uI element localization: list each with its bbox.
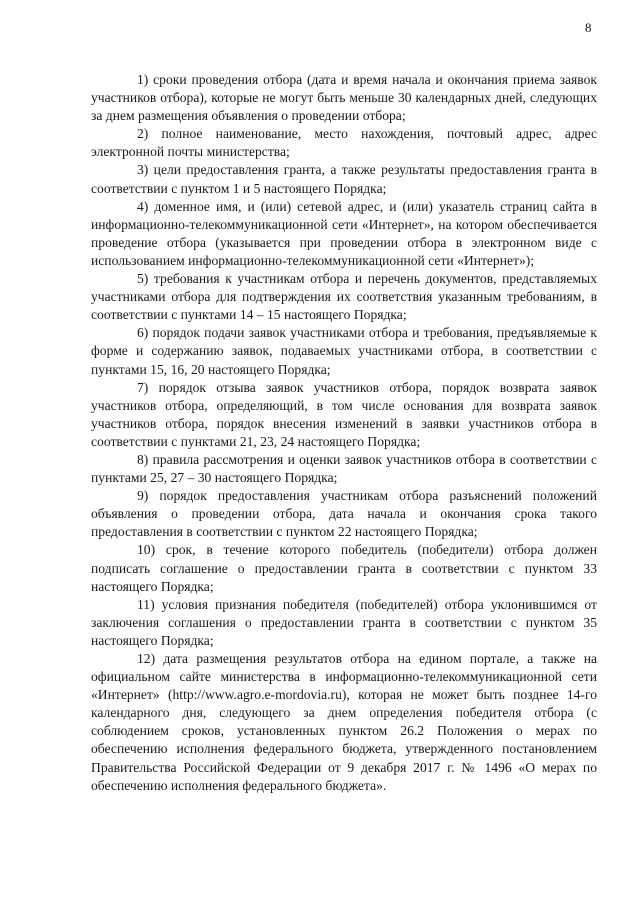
list-item: 11) условия признания победителя (победителей) отбора уклонившимся от заключения соглашения о предоставлении гранта в соответствии с пунктом 35 настоящего Порядка; [91,596,597,648]
list-item: 10) срок, в течение которого победитель (победители) отбора должен подписать соглашение о предоставлении гранта в соответствии с пунктом 33 настоящего Порядка; [91,542,597,594]
list-item: 4) доменное имя, и (или) сетевой адрес, и (или) указатель страниц сайта в информационно-телекоммуникационной сети «Интернет», на котором обеспечивается проведение отбора (указывается при проведении отбора в электронном виде с использованием информационно-телекоммуникационной сети «Интернет»); [91,198,597,268]
page-number: 8 [585,20,592,35]
list-item: 2) полное наименование, место нахождения, почтовый адрес, адрес электронной почты министерства; [91,126,597,160]
list-item: 3) цели предоставления гранта, а также результаты предоставления гранта в соответствии с пунктом 1 и 5 настоящего Порядка; [91,162,597,196]
list-item: 7) порядок отзыва заявок участников отбора, порядок возврата заявок участников отбора, определяющий, в том числе основания для возврата заявок участников отбора, порядок внесения изменений в заявки участников отбора в соответствии с пунктами 21, 23, 24 настоящего Порядка; [91,379,597,449]
list-item: 1) сроки проведения отбора (дата и время начала и окончания приема заявок участников отбора), которые не могут быть меньше 30 календарных дней, следующих за днем размещения объявления о проведении отбора; [91,72,597,124]
list-item: 9) порядок предоставления участникам отбора разъяснений положений объявления о проведении отбора, дата начала и окончания срока такого предоставления в соответствии с пунктом 22 настоящего Порядка; [91,488,597,540]
list-item: 5) требования к участникам отбора и перечень документов, представляемых участниками отбора для подтверждения их соответствия указанным требованиям, в соответствии с пунктами 14 – 15 настоящего Порядка; [91,271,597,323]
document-body [91,71,597,795]
list-item: 6) порядок подачи заявок участниками отбора и требования, предъявляемые к форме и содержанию заявок, подаваемых участниками отбора, в соответствии с пунктами 15, 16, 20 настоящего Порядка; [91,325,597,377]
list-item: 8) правила рассмотрения и оценки заявок участников отбора в соответствии с пунктами 25, 27 – 30 настоящего Порядка; [91,451,597,486]
list-item: 12) дата размещения результатов отбора на едином портале, а также на официальном сайте министерства в информационно-телекоммуникационной сети «Интернет» (http://www.agro.e-mordovia.ru), которая не может быть позднее 14-го календарного дня, следующего за днем определения победителя отбора (с соблюдением сроков, установленных пунктом 26.2 Положения о мерах по обеспечению исполнения федерального бюджета, утвержденного постановлением Правительства Российской Федерации от 9 декабря 2017 г. № 1496 «О мерах по обеспечению исполнения федерального бюджета». [91,651,597,793]
